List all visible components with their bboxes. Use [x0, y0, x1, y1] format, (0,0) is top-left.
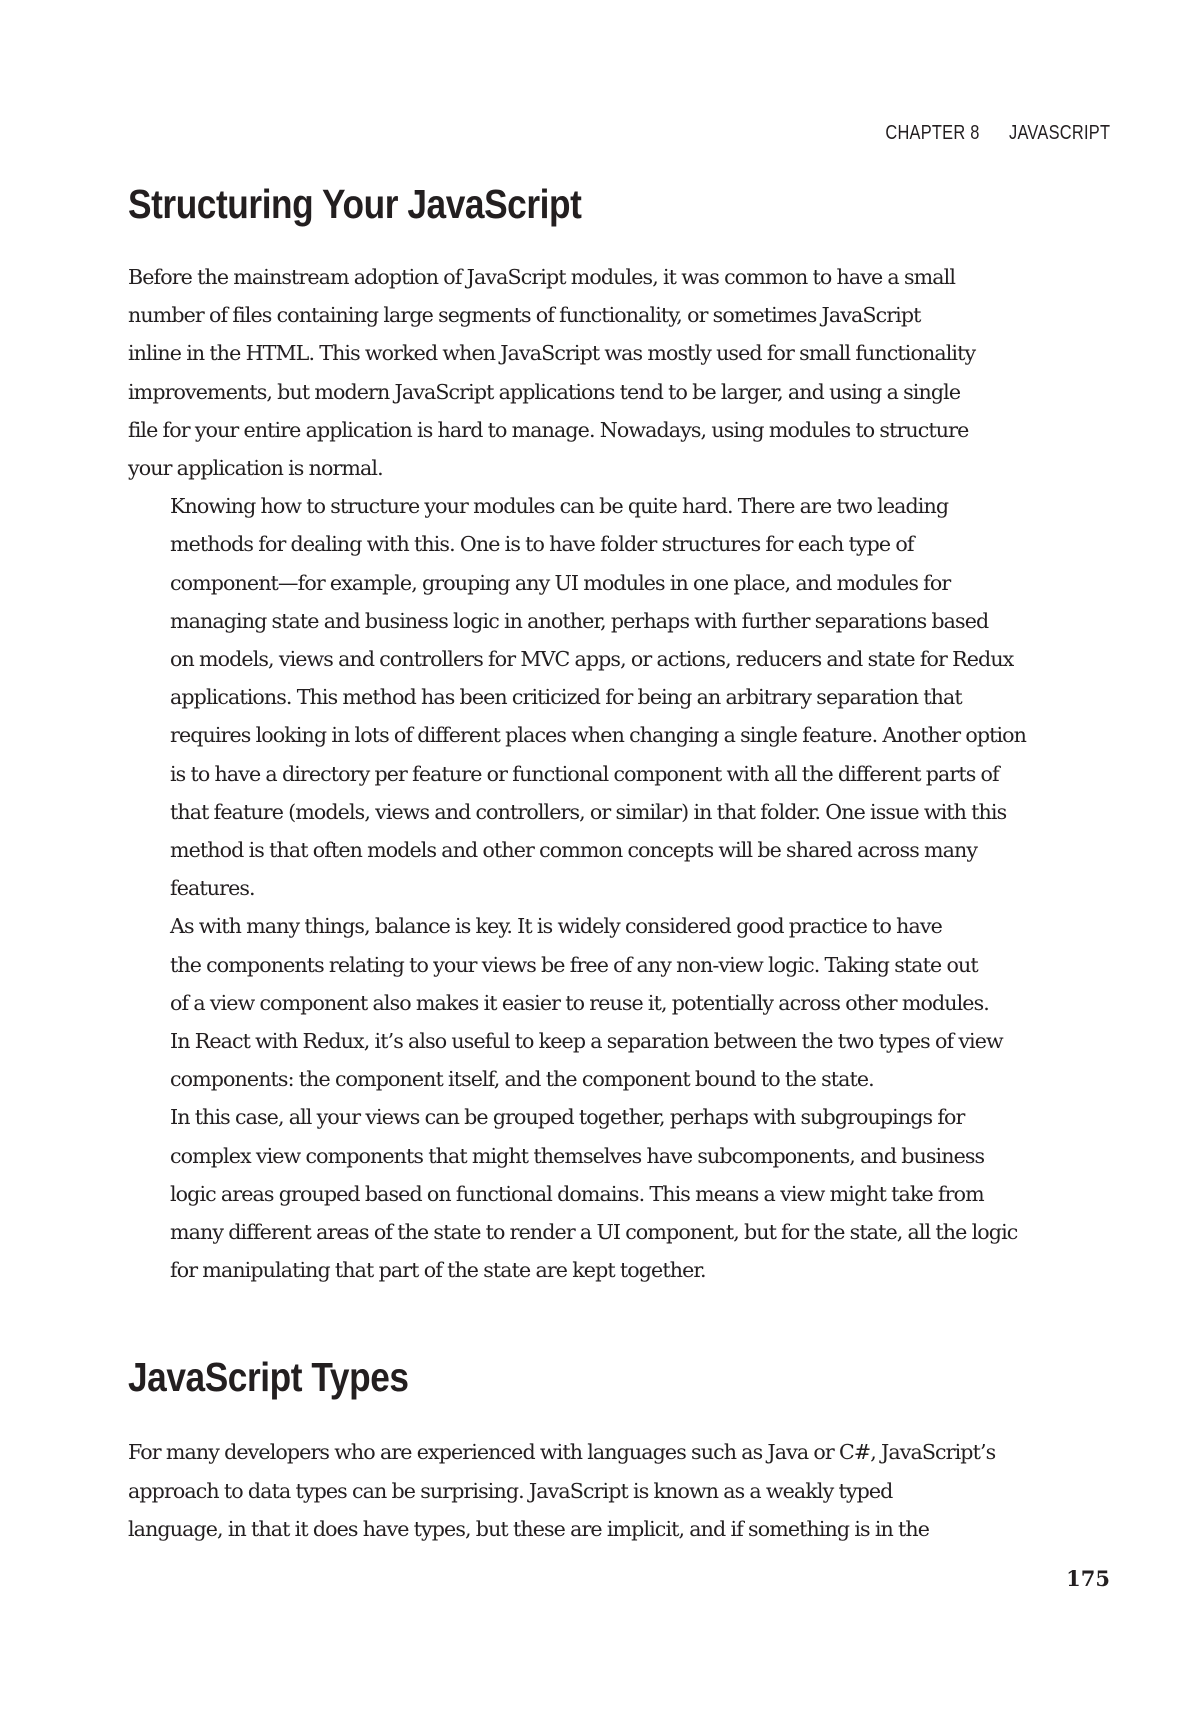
text-line: that feature (models, views and controllers, or similar) in that folder. One issue with this	[170, 799, 1007, 824]
text-line: on models, views and controllers for MVC apps, or actions, reducers and state for Redux	[170, 647, 1014, 672]
text-line: applications. This method has been criticized for being an arbitrary separation that	[170, 685, 962, 710]
chapter-title: JAVASCRIPT	[1008, 122, 1110, 144]
text-line: components: the component itself, and the component bound to the state.	[170, 1067, 874, 1092]
text-line: inline in the HTML. This worked when JavaScript was mostly used for small functionality	[128, 341, 976, 366]
text-line: for manipulating that part of the state are kept together.	[170, 1258, 706, 1283]
paragraph	[128, 907, 1113, 1098]
section-heading-types: JavaScript Types	[128, 1354, 409, 1401]
paragraph	[128, 487, 1113, 907]
page-content	[128, 178, 1113, 1548]
text-line: file for your entire application is hard to manage. Nowadays, using modules to structure	[128, 417, 969, 442]
text-line: improvements, but modern JavaScript applications tend to be larger, and using a single	[128, 379, 961, 404]
text-line: component—for example, grouping any UI modules in one place, and modules for	[170, 570, 951, 595]
paragraph	[128, 1098, 1113, 1289]
text-line: the components relating to your views be free of any non-view logic. Taking state out	[170, 952, 978, 977]
text-line: is to have a directory per feature or functional component with all the different parts of	[170, 761, 999, 786]
text-line: method is that often models and other common concepts will be shared across many	[170, 838, 978, 863]
text-line: Knowing how to structure your modules can be quite hard. There are two leading	[170, 494, 949, 519]
text-line: number of files containing large segments of functionality, or sometimes JavaScript	[128, 303, 921, 328]
running-header	[885, 122, 1110, 145]
paragraph	[128, 1433, 1113, 1548]
text-line: features.	[170, 876, 255, 901]
text-line: your application is normal.	[128, 456, 383, 481]
text-line: language, in that it does have types, but these are implicit, and if something is in the	[128, 1516, 930, 1541]
text-line: Before the mainstream adoption of JavaScript modules, it was common to have a small	[128, 265, 956, 289]
text-line: methods for dealing with this. One is to have folder structures for each type of	[170, 532, 914, 557]
section-heading-structuring: Structuring Your JavaScript	[128, 181, 582, 227]
chapter-number: CHAPTER 8	[885, 122, 980, 144]
text-line: In React with Redux, it’s also useful to keep a separation between the two types of view	[170, 1029, 1003, 1054]
text-line: of a view component also makes it easier to reuse it, potentially across other modules.	[170, 990, 989, 1015]
text-line: approach to data types can be surprising. JavaScript is known as a weakly typed	[128, 1478, 893, 1503]
text-line: For many developers who are experienced with languages such as Java or C#, JavaScript’s	[128, 1440, 996, 1465]
text-line: managing state and business logic in another, perhaps with further separations based	[170, 608, 989, 633]
text-line: logic areas grouped based on functional domains. This means a view might take from	[170, 1181, 984, 1206]
text-line: In this case, all your views can be grouped together, perhaps with subgroupings for	[170, 1105, 965, 1130]
text-line: requires looking in lots of different places when changing a single feature. Another option	[170, 723, 1027, 748]
paragraph	[128, 258, 1113, 487]
text-line: complex view components that might themselves have subcomponents, and business	[170, 1143, 985, 1168]
page-number: 175	[1066, 1566, 1110, 1591]
text-line: many different areas of the state to render a UI component, but for the state, all the logic	[170, 1220, 1018, 1245]
text-line: As with many things, balance is key. It is widely considered good practice to have	[170, 914, 942, 939]
